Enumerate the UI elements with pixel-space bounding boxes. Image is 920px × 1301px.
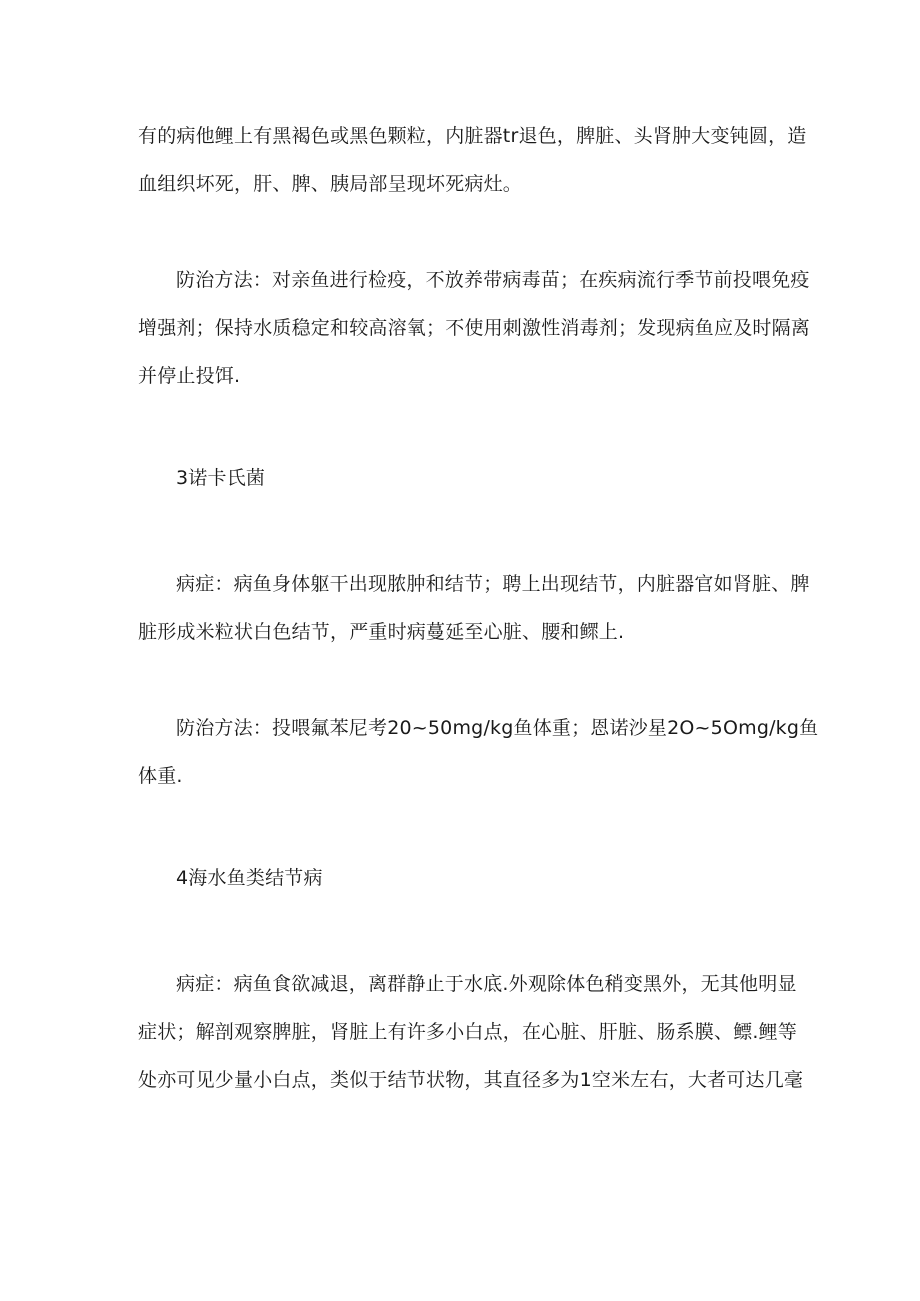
paragraph-3-line-2: 脏形成米粒状白色结节，严重时病蔓延至心脏、腰和鳏上.: [138, 621, 625, 643]
paragraph-3-line-1: 病症：病鱼身体躯干出现脓肿和结节；聘上出现结节，内脏器官如肾脏、脾: [176, 573, 810, 595]
paragraph-5-line-2: 症状；解剖观察脾脏，肾脏上有许多小白点，在心脏、肝脏、肠系膜、鳔.鲤等: [138, 1021, 798, 1043]
paragraph-5-line-3: 处亦可见少量小白点，类似于结节状物，其直径多为1空米左右，大者可达几毫: [138, 1069, 804, 1091]
paragraph-1-line-1: 有的病他鲤上有黑褐色或黑色颗粒，内脏器tr退色，脾脏、头肾肿大变钝圆，造: [138, 125, 807, 147]
paragraph-2-line-2: 增强剂；保持水质稳定和较高溶氧；不使用刺激性消毒剂；发现病鱼应及时隔离: [138, 317, 811, 339]
paragraph-5-line-1: 病症：病鱼食欲减退，离群静止于水底.外观除体色稍变黑外，无其他明显: [176, 973, 797, 995]
paragraph-2-line-1: 防治方法：对亲鱼进行检疫，不放养带病毒苗；在疾病流行季节前投喂免疫: [176, 269, 810, 291]
paragraph-4-line-1: 防治方法：投喂氟苯尼考20~50mg∕kg鱼体重；恩诺沙星2O~5Omg∕kg鱼: [176, 717, 819, 739]
paragraph-2-line-3: 并停止投饵.: [138, 365, 241, 387]
paragraph-4-line-2: 体重.: [138, 765, 183, 787]
paragraph-1-line-2: 血组织坏死，肝、脾、胰局部呈现坏死病灶。: [138, 173, 523, 195]
section-heading-3: 3诺卡氏菌: [176, 467, 266, 489]
section-heading-4: 4海水鱼类结节病: [176, 867, 323, 889]
